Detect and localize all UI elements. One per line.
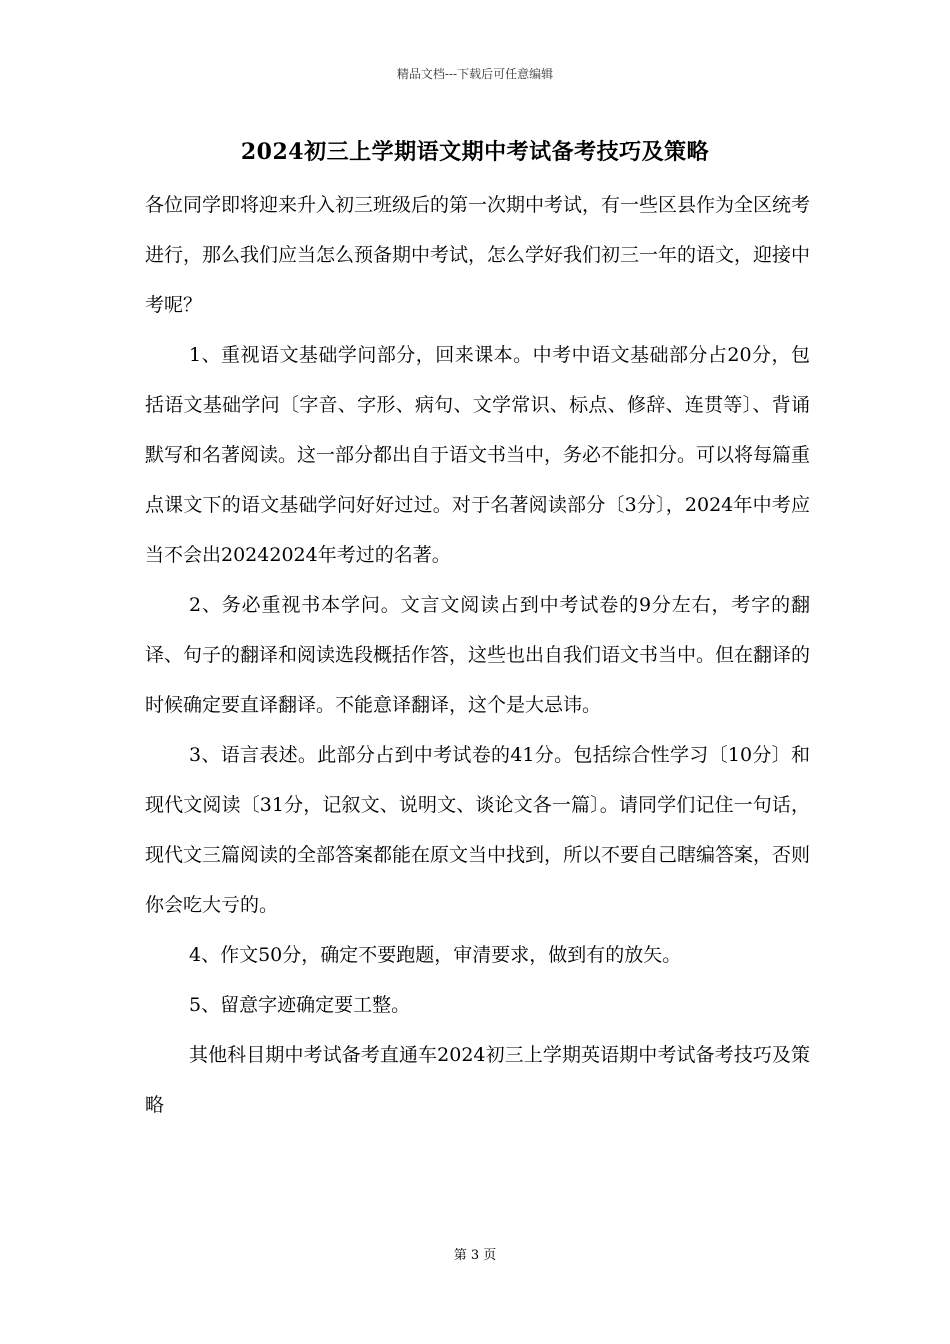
related-link-paragraph: 其他科目期中考试备考直通车2024初三上学期英语期中考试备考技巧及策略 <box>145 1044 810 1116</box>
paragraph-3: 3、语言表述。此部分占到中考试卷的41分。包括综合性学习〔10分〕和现代文阅读〔31分，记叙文、说明文、谈论文各一篇〕。请同学们记住一句话，现代文三篇阅读的全部答案都能在原文当中找到，所以不要自己瞎编答案，否则你会吃大亏的。 <box>145 744 811 916</box>
document-title: 2024初三上学期语文期中考试备考技巧及策略 <box>240 139 710 165</box>
document-body <box>145 180 810 1130</box>
page-header: 精品文档---下载后可任意编辑 <box>396 67 554 81</box>
paragraph-4: 4、作文50分，确定不要跑题，审清要求，做到有的放矢。 <box>189 944 682 966</box>
intro-paragraph: 各位同学即将迎来升入初三班级后的第一次期中考试，有一些区县作为全区统考进行，那么我们应当怎么预备期中考试，怎么学好我们初三一年的语文，迎接中考呢？ <box>145 194 811 316</box>
page-number: 第 3 页 <box>453 1248 497 1263</box>
paragraph-1: 1、重视语文基础学问部分，回来课本。中考中语文基础部分占20分，包括语文基础学问〔字音、字形、病句、文学常识、标点、修辞、连贯等〕、背诵默写和名著阅读。这一部分都出自于语文书当中，务必不能扣分。可以将每篇重点课文下的语文基础学问好好过过。对于名著阅读部分〔3分〕，2024年中考应当不会出20242024年考过的名著。 <box>145 344 811 566</box>
paragraph-5: 5、留意字迹确定要工整。 <box>189 994 411 1016</box>
paragraph-2: 2、务必重视书本学问。文言文阅读占到中考试卷的9分左右，考字的翻译、句子的翻译和阅读选段概括作答，这些也出自我们语文书当中。但在翻译的时候确定要直译翻译。不能意译翻译，这个是大忌讳。 <box>145 594 811 716</box>
